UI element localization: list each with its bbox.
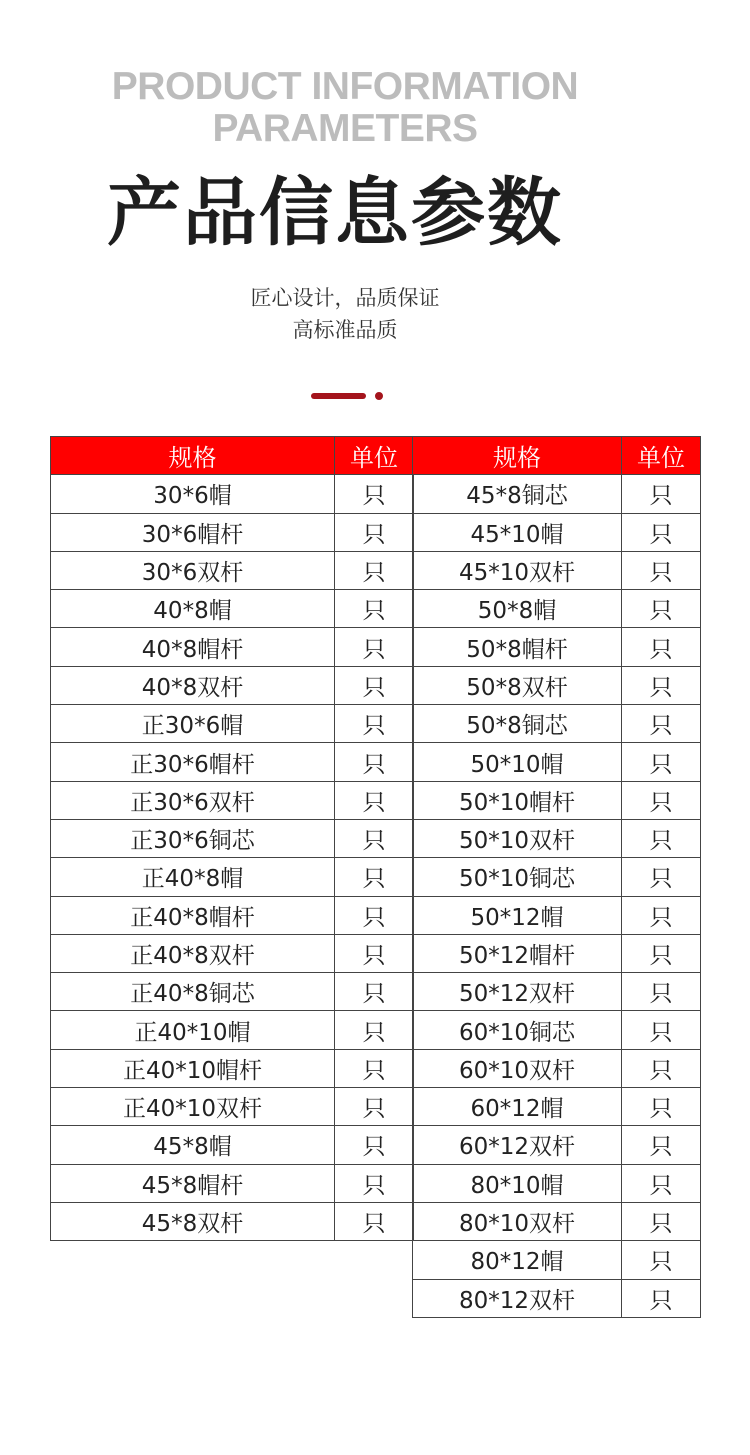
cell-unit: 只 (622, 1049, 701, 1087)
cell-unit: 只 (335, 705, 414, 743)
cell-unit: 只 (335, 1126, 414, 1164)
cell-spec: 50*10铜芯 (413, 858, 622, 896)
cell-unit: 只 (622, 743, 701, 781)
cell-spec: 正30*6铜芯 (51, 819, 335, 857)
cell-unit: 只 (335, 896, 414, 934)
cell-unit: 只 (335, 858, 414, 896)
cell-spec: 正30*6帽 (51, 705, 335, 743)
cell-spec: 80*12帽 (413, 1241, 622, 1279)
cell-spec: 60*12双杆 (413, 1126, 622, 1164)
table-row (413, 781, 701, 819)
cell-spec: 45*8铜芯 (413, 475, 622, 513)
divider-bar (311, 393, 366, 399)
table-row (413, 1088, 701, 1126)
table-row (413, 666, 701, 704)
cell-spec: 40*8双杆 (51, 666, 335, 704)
table-row (51, 1164, 414, 1202)
cell-unit: 只 (335, 475, 414, 513)
table-header-row (413, 437, 701, 475)
spec-table-left (50, 436, 414, 1241)
table-row (413, 1049, 701, 1087)
cell-spec: 正40*10帽 (51, 1011, 335, 1049)
cell-unit: 只 (622, 973, 701, 1011)
cell-unit: 只 (622, 819, 701, 857)
table-row (413, 896, 701, 934)
cell-spec: 正40*8帽杆 (51, 896, 335, 934)
cell-unit: 只 (622, 1088, 701, 1126)
cell-spec: 50*10帽杆 (413, 781, 622, 819)
cell-spec: 50*10双杆 (413, 819, 622, 857)
cell-unit: 只 (622, 628, 701, 666)
cell-spec: 50*12双杆 (413, 973, 622, 1011)
table-row (51, 513, 414, 551)
table-body-left (51, 475, 414, 1241)
english-title (0, 66, 690, 150)
table-body-right (413, 475, 701, 1318)
cell-unit: 只 (622, 1279, 701, 1317)
table-row (413, 1279, 701, 1317)
cell-spec: 30*6双杆 (51, 551, 335, 589)
cell-unit: 只 (335, 781, 414, 819)
cell-spec: 正40*10双杆 (51, 1088, 335, 1126)
cell-spec: 50*8双杆 (413, 666, 622, 704)
table-row (51, 781, 414, 819)
cell-unit: 只 (335, 1164, 414, 1202)
table-row (413, 819, 701, 857)
cell-unit: 只 (335, 934, 414, 972)
table-row (51, 705, 414, 743)
cell-unit: 只 (335, 628, 414, 666)
cell-unit: 只 (622, 475, 701, 513)
table-row (51, 628, 414, 666)
cell-unit: 只 (335, 666, 414, 704)
cell-unit: 只 (622, 1241, 701, 1279)
table-row (51, 819, 414, 857)
cell-unit: 只 (335, 551, 414, 589)
cell-unit: 只 (622, 705, 701, 743)
table-row (413, 1241, 701, 1279)
cell-unit: 只 (335, 1011, 414, 1049)
cell-spec: 45*8帽杆 (51, 1164, 335, 1202)
header-unit: 单位 (335, 437, 414, 475)
table-row (51, 934, 414, 972)
cell-spec: 50*10帽 (413, 743, 622, 781)
cell-unit: 只 (335, 1088, 414, 1126)
table-row (51, 1088, 414, 1126)
cell-spec: 80*12双杆 (413, 1279, 622, 1317)
cell-unit: 只 (622, 1126, 701, 1164)
cell-unit: 只 (622, 590, 701, 628)
table-row (413, 628, 701, 666)
table-row (413, 1164, 701, 1202)
cell-spec: 正40*8双杆 (51, 934, 335, 972)
table-row (51, 475, 414, 513)
cell-spec: 45*8双杆 (51, 1202, 335, 1240)
table-row (413, 705, 701, 743)
subtitle-line2: 高标准品质 (292, 318, 398, 342)
cell-unit: 只 (622, 781, 701, 819)
cell-spec: 45*8帽 (51, 1126, 335, 1164)
cell-spec: 正40*8铜芯 (51, 973, 335, 1011)
cell-spec: 40*8帽 (51, 590, 335, 628)
table-row (51, 1202, 414, 1240)
table-row (413, 1011, 701, 1049)
cell-unit: 只 (335, 819, 414, 857)
cell-unit: 只 (622, 1011, 701, 1049)
table-row (413, 1202, 701, 1240)
cell-spec: 50*8帽 (413, 590, 622, 628)
cell-unit: 只 (622, 1202, 701, 1240)
table-row (51, 1126, 414, 1164)
cell-spec: 45*10双杆 (413, 551, 622, 589)
table-header-row (51, 437, 414, 475)
cell-spec: 30*6帽杆 (51, 513, 335, 551)
cell-unit: 只 (622, 666, 701, 704)
table-row (51, 973, 414, 1011)
cell-spec: 45*10帽 (413, 513, 622, 551)
cell-unit: 只 (335, 513, 414, 551)
divider-dot (375, 392, 383, 400)
cell-unit: 只 (622, 551, 701, 589)
cell-unit: 只 (335, 1049, 414, 1087)
cell-spec: 60*10铜芯 (413, 1011, 622, 1049)
cell-spec: 正30*6帽杆 (51, 743, 335, 781)
table-row (413, 743, 701, 781)
cell-unit: 只 (622, 858, 701, 896)
table-row (51, 743, 414, 781)
cell-spec: 50*12帽 (413, 896, 622, 934)
english-title-line1: PRODUCT INFORMATION (111, 65, 579, 108)
cell-spec: 30*6帽 (51, 475, 335, 513)
cell-spec: 80*10双杆 (413, 1202, 622, 1240)
table-row (413, 973, 701, 1011)
cell-spec: 60*12帽 (413, 1088, 622, 1126)
cell-spec: 正40*10帽杆 (51, 1049, 335, 1087)
table-row (51, 666, 414, 704)
table-row (413, 934, 701, 972)
header-spec: 规格 (51, 437, 335, 475)
table-row (51, 1049, 414, 1087)
cell-unit: 只 (335, 743, 414, 781)
table-row (51, 1011, 414, 1049)
cell-unit: 只 (622, 896, 701, 934)
english-title-line2: PARAMETERS (212, 107, 478, 150)
cell-unit: 只 (335, 1202, 414, 1240)
cell-spec: 40*8帽杆 (51, 628, 335, 666)
cell-unit: 只 (335, 590, 414, 628)
subtitle-line1: 匠心设计，品质保证 (250, 286, 440, 310)
cell-spec: 50*8铜芯 (413, 705, 622, 743)
table-row (413, 551, 701, 589)
cell-unit: 只 (622, 1164, 701, 1202)
table-row (413, 513, 701, 551)
table-row (51, 896, 414, 934)
header-unit: 单位 (622, 437, 701, 475)
cell-spec: 80*10帽 (413, 1164, 622, 1202)
table-row (413, 858, 701, 896)
table-row (413, 590, 701, 628)
table-row (51, 551, 414, 589)
table-row (51, 858, 414, 896)
cell-unit: 只 (622, 513, 701, 551)
spec-table-right (412, 436, 701, 1318)
cell-spec: 正30*6双杆 (51, 781, 335, 819)
cell-spec: 50*12帽杆 (413, 934, 622, 972)
table-row (413, 1126, 701, 1164)
cell-spec: 60*10双杆 (413, 1049, 622, 1087)
header-spec: 规格 (413, 437, 622, 475)
chinese-title: 产品信息参数 (107, 170, 563, 256)
cell-unit: 只 (335, 973, 414, 1011)
table-row (413, 475, 701, 513)
cell-spec: 正40*8帽 (51, 858, 335, 896)
cell-spec: 50*8帽杆 (413, 628, 622, 666)
cell-unit: 只 (622, 934, 701, 972)
table-row (51, 590, 414, 628)
